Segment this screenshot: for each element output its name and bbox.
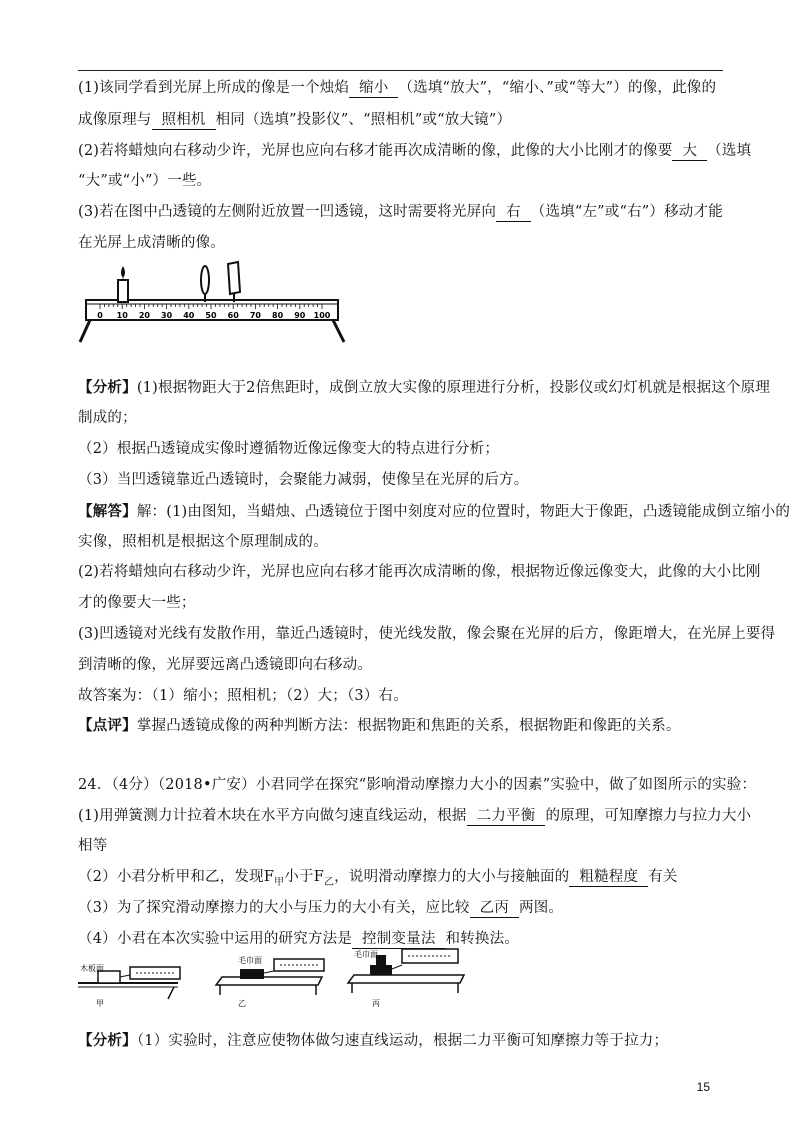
- scale-label: 90: [294, 311, 306, 320]
- a23-line-1: 【分析】(1)根据物距大于2倍焦距时，成倒立放大实像的原理进行分析，投影仪或幻灯机就是根据这个原理: [78, 379, 771, 396]
- answer-blank-right: 右: [496, 204, 531, 222]
- q24-line-1: 24．（4分）（2018•广安）小君同学在探究“影响滑动摩擦力大小的因素”实验中，做了如图所示的实验：: [78, 777, 757, 793]
- q23-line-4: “大”或“小”）一些。: [78, 173, 212, 189]
- scale-label: 10: [116, 311, 128, 320]
- answer-blank-shrink: 缩小: [349, 80, 398, 98]
- a23-line-8: 才的像要大一些；: [78, 595, 196, 611]
- q23-line-1: (1)该同学看到光屏上所成的像是一个烛焰 缩小 （选填“放大”，“缩小、”或“等大”）的像，此像的: [78, 80, 717, 96]
- scale-label: 70: [249, 311, 261, 320]
- q23-line-2: 成像原理与 照相机 相同（选填”投影仪”、“照相机”或“放大镜”）: [78, 112, 512, 128]
- answer-blank-method: 控制变量法: [352, 931, 446, 949]
- answer-blank-large: 大: [672, 143, 707, 161]
- q24-line-2: (1)用弹簧测力计拉着木块在水平方向做匀速直线运动，根据 二力平衡 的原理，可知摩擦力与拉力大小: [78, 808, 752, 824]
- q23-line-6: 在光屏上成清晰的像。: [78, 235, 225, 251]
- panel-b: [216, 955, 324, 1008]
- a23-line-9: (3)凹透镜对光线有发散作用，靠近凸透镜时，使光线发散，像会聚在光屏的后方，像距增大，在光屏上要得: [78, 626, 776, 642]
- scale-label: 100: [313, 311, 331, 320]
- a23-line-5: 【解答】解：(1)由图知，当蜡烛、凸透镜位于图中刻度对应的位置时，物距大于像距，凸透镜能成倒立缩小的: [78, 503, 791, 520]
- q24-line-6: （4）小君在本次实验中运用的研究方法是 控制变量法 和转换法。: [78, 931, 520, 947]
- q24-line-5: （3）为了探究滑动摩擦力的大小与压力的大小有关，应比较 乙丙 两图。: [78, 900, 564, 916]
- answer-blank-figures: 乙丙: [470, 900, 519, 918]
- scale-label: 0: [97, 311, 103, 320]
- scale-label: 80: [272, 311, 284, 320]
- q24-line-3: 相等: [78, 838, 108, 854]
- panel-a: [78, 963, 180, 1008]
- scale-ticks: [100, 304, 322, 309]
- a23-line-11: 故答案为：（1）缩小；照相机；（2）大；（3）右。: [78, 688, 408, 704]
- caption-a: 甲: [96, 999, 104, 1008]
- scale-label: 50: [205, 311, 217, 320]
- label-towel-b: 毛巾面: [238, 956, 262, 965]
- a23-line-6: 实像，照相机是根据这个原理制成的。: [78, 534, 328, 550]
- caption-b: 乙: [238, 999, 246, 1008]
- a23-line-10: 到清晰的像，光屏要远离凸透镜即向右移动。: [78, 657, 372, 673]
- answer-blank-roughness: 粗糙程度: [569, 869, 648, 887]
- scale-label: 30: [161, 311, 173, 320]
- panel-c: [348, 949, 464, 1008]
- a24-line-1: 【分析】（1）实验时，注意应使物体做匀速直线运动，根据二力平衡可知摩擦力等于拉力；: [78, 1032, 669, 1049]
- optical-bench-figure: [78, 258, 348, 348]
- scale-labels: [97, 311, 331, 320]
- label-towel-c: 毛巾面: [354, 950, 378, 959]
- caption-c: 丙: [372, 999, 380, 1008]
- friction-experiment-figure: [78, 943, 468, 1008]
- a23-line-7: (2)若将蜡烛向右移动少许，光屏也应向右移才能再次成清晰的像，根据物近像远像变大，此像的大小比刚: [78, 564, 761, 580]
- scale-label: 60: [227, 311, 239, 320]
- page-number: 15: [696, 1080, 710, 1094]
- scale-label: 40: [183, 311, 195, 320]
- answer-blank-camera: 照相机: [152, 112, 216, 130]
- header-rule: [78, 70, 723, 71]
- a23-line-2: 制成的；: [78, 410, 137, 426]
- q23-line-5: (3)若在图中凸透镜的左侧附近放置一凹透镜，这时需要将光屏向 右 （选填“左”或“右”）移动才能: [78, 204, 723, 220]
- a23-line-12: 【点评】掌握凸透镜成像的两种判断方法：根据物距和焦距的关系，根据物距和像距的关系。: [78, 717, 681, 734]
- a23-line-3: （2）根据凸透镜成实像时遵循物近像远像变大的特点进行分析；: [78, 441, 500, 457]
- a23-line-4: （3）当凹透镜靠近凸透镜时，会聚能力减弱，使像呈在光屏的后方。: [78, 472, 529, 488]
- scale-label: 20: [138, 311, 150, 320]
- q23-line-3: (2)若将蜡烛向右移动少许，光屏也应向右移才能再次成清晰的像，此像的大小比刚才的像要 大 （选填: [78, 143, 752, 159]
- label-board: 木板面: [80, 964, 104, 973]
- answer-blank-equilibrium: 二力平衡: [467, 808, 546, 826]
- q24-line-4: （2）小君分析甲和乙，发现$F_甲$小于$F_乙$，说明滑动摩擦力的大小与接触面的 粗糙程度 有关: [78, 869, 678, 888]
